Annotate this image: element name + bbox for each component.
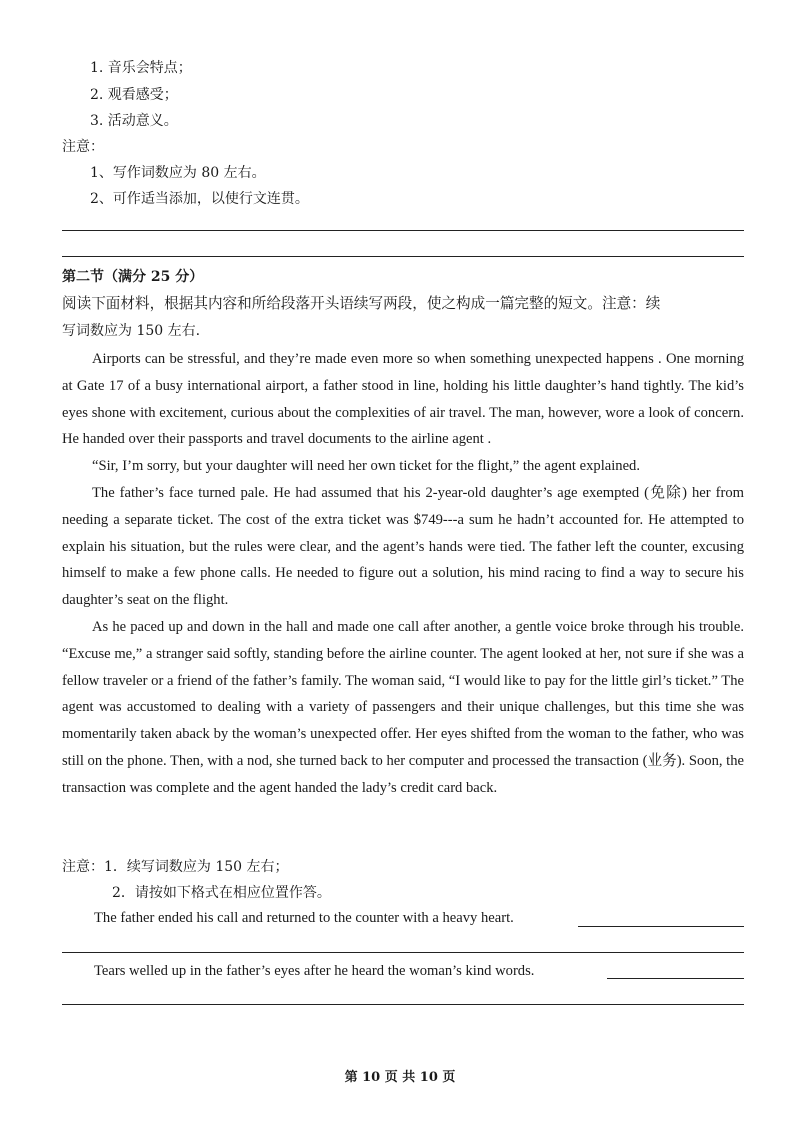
answer-line[interactable] <box>62 1004 744 1005</box>
passage-paragraph-2: “Sir, I’m sorry, but your daughter will need her own ticket for the flight,” the agent explained. <box>92 458 640 475</box>
answer-blank[interactable] <box>607 978 744 979</box>
notes2-item-2: 2．请按如下格式在相应位置作答。 <box>112 885 331 901</box>
notes-item-1: 1、写作词数应为 80 左右。 <box>90 165 266 181</box>
continuation-prompt-2: Tears welled up in the father’s eyes after he heard the woman’s kind words. <box>94 963 535 979</box>
continuation-prompt-1: The father ended his call and returned to the counter with a heavy heart. <box>94 910 514 926</box>
notes-item-2: 2、可作适当添加，以使行文连贯。 <box>90 191 309 207</box>
section-instruction-line-2: 写词数应为 150 左右. <box>62 323 201 339</box>
notes2-label: 注意：1．续写词数应为 150 左右； <box>62 859 289 875</box>
section-heading: 第二节（满分 25 分） <box>62 269 204 285</box>
answer-line[interactable] <box>62 256 744 257</box>
task-point-2: 2. 观看感受； <box>90 87 178 103</box>
answer-line[interactable] <box>62 230 744 231</box>
passage-paragraph-4: As he paced up and down in the hall and made one call after another, a gentle voice broke through his trouble. “Excuse me,” a stranger said softly, standing before the airline counter. The agent looked at her, not sure if she was a fellow traveler or a friend of the father’s family. The woman said, “I would like to pay for the little girl’s ticket.” The agent was accustomed to dealing with a variety of passengers and their unique challenges, but this time she was momentarily taken aback by the woman’s unexpected offer. Her eyes shifted from the woman to the father, who was still on the phone. Then, with a nod, she turned back to her computer and processed the transaction (业务). Soon, the transaction was complete and the agent handed the lady’s credit card back. <box>62 618 744 796</box>
answer-line[interactable] <box>62 952 744 953</box>
section-instruction-line-1: 阅读下面材料，根据其内容和所给段落开头语续写两段，使之构成一篇完整的短文。注意：续 <box>62 295 661 312</box>
passage-paragraph-3: The father’s face turned pale. He had assumed that his 2-year-old daughter’s age exempted (免除) her from needing a separate ticket. The cost of the extra ticket was $749---a sum he hadn’t accounted for. He attempted to explain his situation, but the rules were clear, and the agent’s hands were tied. The father left the counter, excusing himself to make a few phone calls. He needed to figure out a solution, his mind racing to find a way to secure his daughter’s seat on the flight. <box>62 484 744 609</box>
notes-label: 注意： <box>62 139 104 155</box>
answer-blank[interactable] <box>578 926 744 927</box>
page-number: 第 10 页 共 10 页 <box>344 1070 456 1085</box>
task-point-3: 3. 活动意义。 <box>90 113 178 129</box>
passage <box>62 346 744 802</box>
task-point-1: 1. 音乐会特点； <box>90 60 192 76</box>
passage-paragraph-1: Airports can be stressful, and they’re made even more so when something unexpected happens . One morning at Gate 17 of a busy international airport, a father stood in line, holding his little daughter’s hand tightly. The kid’s eyes shone with excitement, curious about the complexities of air travel. The man, however, wore a look of concern. He handed over their passports and travel documents to the airline agent . <box>62 351 744 448</box>
